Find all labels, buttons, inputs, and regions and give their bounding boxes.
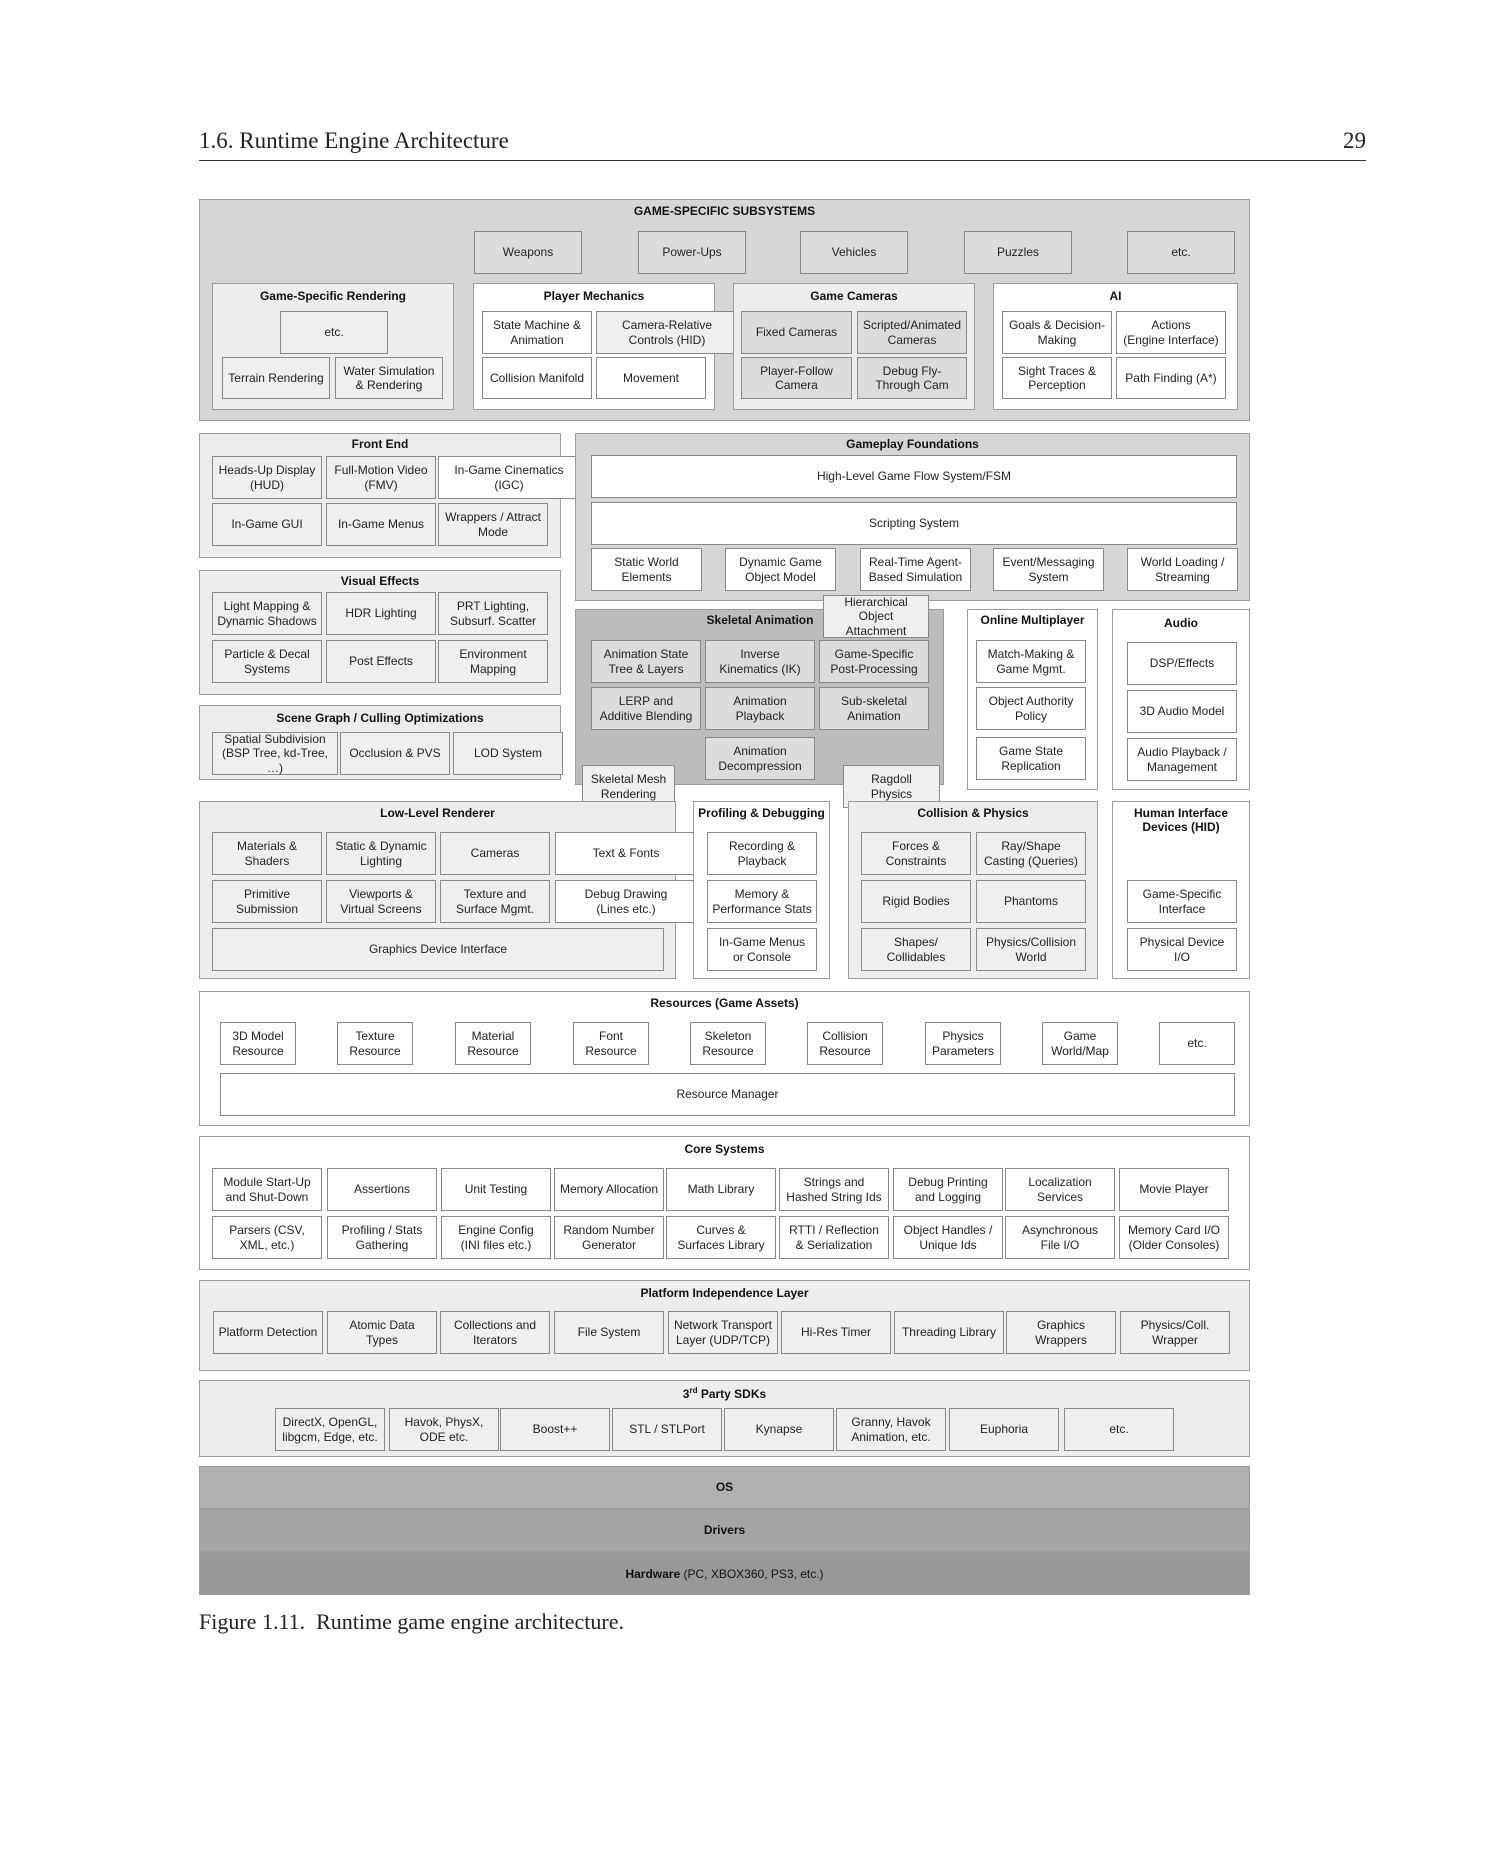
- visual-effects-module: Environment Mapping: [438, 640, 548, 683]
- gs-rendering-module: etc.: [280, 311, 388, 354]
- ai-module: Path Finding (A*): [1116, 357, 1226, 399]
- resources-module: Font Resource: [573, 1022, 649, 1065]
- gameplay-foundations-module: World Loading / Streaming: [1127, 548, 1238, 591]
- gameplay-foundations-module: Real-Time Agent- Based Simulation: [860, 548, 971, 591]
- collision-physics-module: Forces & Constraints: [861, 832, 971, 875]
- gameplay-foundations-module: High-Level Game Flow System/FSM: [591, 455, 1237, 498]
- low-level-renderer-module: Graphics Device Interface: [212, 928, 664, 971]
- skeletal-animation-module: Hierarchical Object Attachment: [823, 595, 929, 638]
- front-end-module: Full-Motion Video (FMV): [326, 456, 436, 499]
- visual-effects-module: Particle & Decal Systems: [212, 640, 322, 683]
- platform-independence-module: Threading Library: [894, 1311, 1004, 1354]
- front-end-module: In-Game Cinematics (IGC): [438, 456, 580, 499]
- collision-physics-module: Shapes/ Collidables: [861, 928, 971, 971]
- ai-title: AI: [1109, 289, 1122, 303]
- audio-module: DSP/Effects: [1127, 642, 1237, 685]
- figure-text: Runtime game engine architecture.: [316, 1609, 624, 1634]
- drivers-title: Drivers: [703, 1523, 746, 1537]
- front-end-title: Front End: [351, 437, 409, 451]
- profiling-title: Profiling & Debugging: [698, 806, 825, 820]
- game-specific-title: GAME-SPECIFIC SUBSYSTEMS: [633, 204, 816, 218]
- online-multiplayer-module: Game State Replication: [976, 737, 1086, 780]
- collision-physics-module: Rigid Bodies: [861, 880, 971, 923]
- core-systems-module: Movie Player: [1119, 1168, 1229, 1211]
- low-level-renderer-module: Viewports & Virtual Screens: [326, 880, 436, 923]
- resources-module: 3D Model Resource: [220, 1022, 296, 1065]
- low-level-renderer-module: Static & Dynamic Lighting: [326, 832, 436, 875]
- gameplay-foundations-title: Gameplay Foundations: [846, 437, 979, 451]
- third-party-module: etc.: [1064, 1408, 1174, 1451]
- collision-physics-module: Physics/Collision World: [976, 928, 1086, 971]
- profiling-module: Recording & Playback: [707, 832, 817, 875]
- hid-title: Human Interface Devices (HID): [1133, 806, 1229, 835]
- platform-independence-module: Graphics Wrappers: [1006, 1311, 1116, 1354]
- third-party-module: Kynapse: [724, 1408, 834, 1451]
- gameplay-foundations-module: Dynamic Game Object Model: [725, 548, 836, 591]
- low-level-renderer-module: Cameras: [440, 832, 550, 875]
- core-systems-module: Engine Config (INI files etc.): [441, 1216, 551, 1259]
- low-level-renderer-title: Low-Level Renderer: [380, 806, 495, 820]
- front-end-module: In-Game Menus: [326, 503, 436, 546]
- core-systems-module: Asynchronous File I/O: [1005, 1216, 1115, 1259]
- core-systems-module: Random Number Generator: [554, 1216, 664, 1259]
- core-systems-module: Profiling / Stats Gathering: [327, 1216, 437, 1259]
- skeletal-animation-module: Ragdoll Physics: [843, 765, 940, 808]
- platform-independence-module: File System: [554, 1311, 664, 1354]
- skeletal-animation-module: Animation State Tree & Layers: [591, 640, 701, 683]
- front-end-module: Heads-Up Display (HUD): [212, 456, 322, 499]
- core-systems-module: Math Library: [666, 1168, 776, 1211]
- third-party-module: Havok, PhysX, ODE etc.: [389, 1408, 499, 1451]
- core-systems-module: Module Start-Up and Shut-Down: [212, 1168, 322, 1211]
- player-mechanics-module: Camera-Relative Controls (HID): [596, 311, 738, 354]
- game-cameras-module: Scripted/Animated Cameras: [857, 311, 967, 354]
- platform-independence-module: Atomic Data Types: [327, 1311, 437, 1354]
- platform-independence-module: Platform Detection: [213, 1311, 323, 1354]
- skeletal-animation-title: Skeletal Animation: [706, 613, 814, 627]
- third-party-module: STL / STLPort: [612, 1408, 722, 1451]
- running-title: 1.6. Runtime Engine Architecture: [199, 128, 509, 153]
- visual-effects-module: Light Mapping & Dynamic Shadows: [212, 592, 322, 635]
- low-level-renderer-module: Text & Fonts: [555, 832, 697, 875]
- os-title: OS: [715, 1480, 734, 1494]
- ai-module: Sight Traces & Perception: [1002, 357, 1112, 399]
- profiling-module: Memory & Performance Stats: [707, 880, 817, 923]
- hardware-subtitle: (PC, XBOX360, PS3, etc.): [680, 1567, 824, 1581]
- skeletal-animation-module: Animation Decompression: [705, 737, 815, 780]
- audio-title: Audio: [1164, 616, 1198, 630]
- hid-module: Game-Specific Interface: [1127, 880, 1237, 923]
- resources-module: etc.: [1159, 1022, 1235, 1065]
- player-mechanics-title: Player Mechanics: [543, 289, 645, 303]
- game-specific-module: etc.: [1127, 231, 1235, 274]
- game-cameras-module: Fixed Cameras: [741, 311, 852, 354]
- game-specific-module: Vehicles: [800, 231, 908, 274]
- online-multiplayer-title: Online Multiplayer: [980, 613, 1085, 627]
- game-cameras-module: Debug Fly- Through Cam: [857, 357, 967, 399]
- core-systems-module: Localization Services: [1005, 1168, 1115, 1211]
- sdk-title-suffix: rd: [689, 1386, 698, 1395]
- ai-module: Actions (Engine Interface): [1116, 311, 1226, 354]
- low-level-renderer-module: Debug Drawing (Lines etc.): [555, 880, 697, 923]
- front-end-module: In-Game GUI: [212, 503, 322, 546]
- gameplay-foundations-module: Scripting System: [591, 502, 1237, 545]
- third-party-module: Granny, Havok Animation, etc.: [836, 1408, 946, 1451]
- visual-effects-module: Post Effects: [326, 640, 436, 683]
- core-systems-module: Assertions: [327, 1168, 437, 1211]
- audio-module: Audio Playback / Management: [1127, 738, 1237, 781]
- game-cameras-title: Game Cameras: [810, 289, 898, 303]
- third-party-module: Euphoria: [949, 1408, 1059, 1451]
- low-level-renderer-module: Primitive Submission: [212, 880, 322, 923]
- profiling-module: In-Game Menus or Console: [707, 928, 817, 971]
- ai-module: Goals & Decision- Making: [1002, 311, 1112, 354]
- sdk-title-text: Party SDKs: [697, 1387, 767, 1401]
- figure-caption: [199, 1609, 624, 1635]
- collision-physics-module: Phantoms: [976, 880, 1086, 923]
- game-specific-module: Weapons: [474, 231, 582, 274]
- visual-effects-title: Visual Effects: [340, 574, 420, 588]
- resources-module: Resource Manager: [220, 1073, 1235, 1116]
- low-level-renderer-module: Materials & Shaders: [212, 832, 322, 875]
- visual-effects-module: HDR Lighting: [326, 592, 436, 635]
- hid-module: Physical Device I/O: [1127, 928, 1237, 971]
- resources-module: Texture Resource: [337, 1022, 413, 1065]
- third-party-module: DirectX, OpenGL, libgcm, Edge, etc.: [275, 1408, 385, 1451]
- collision-physics-module: Ray/Shape Casting (Queries): [976, 832, 1086, 875]
- page-number: 29: [1343, 128, 1366, 153]
- skeletal-animation-module: Game-Specific Post-Processing: [819, 640, 929, 683]
- resources-module: Physics Parameters: [925, 1022, 1001, 1065]
- player-mechanics-module: Movement: [596, 357, 706, 399]
- scene-graph-title: Scene Graph / Culling Optimizations: [276, 711, 484, 725]
- online-multiplayer-module: Object Authority Policy: [976, 687, 1086, 730]
- gameplay-foundations-module: Event/Messaging System: [993, 548, 1104, 591]
- game-cameras-module: Player-Follow Camera: [741, 357, 852, 399]
- gs-rendering-module: Terrain Rendering: [222, 357, 330, 399]
- game-specific-module: Puzzles: [964, 231, 1072, 274]
- scene-graph-module: LOD System: [453, 732, 563, 775]
- collision-physics-title: Collision & Physics: [917, 806, 1029, 820]
- skeletal-animation-module: Animation Playback: [705, 687, 815, 730]
- core-systems-module: Memory Card I/O (Older Consoles): [1119, 1216, 1229, 1259]
- player-mechanics-module: State Machine & Animation: [482, 311, 592, 354]
- scene-graph-module: Spatial Subdivision (BSP Tree, kd-Tree, …): [212, 732, 338, 775]
- audio-module: 3D Audio Model: [1127, 690, 1237, 733]
- core-systems-module: Debug Printing and Logging: [893, 1168, 1003, 1211]
- scene-graph-module: Occlusion & PVS: [340, 732, 450, 775]
- resources-module: Skeleton Resource: [690, 1022, 766, 1065]
- sdk-title-number: 3: [682, 1387, 690, 1401]
- skeletal-animation-module: LERP and Additive Blending: [591, 687, 701, 730]
- platform-independence-title: Platform Independence Layer: [640, 1286, 809, 1300]
- visual-effects-module: PRT Lighting, Subsurf. Scatter: [438, 592, 548, 635]
- resources-module: Game World/Map: [1042, 1022, 1118, 1065]
- core-systems-module: Strings and Hashed String Ids: [779, 1168, 889, 1211]
- skeletal-animation-module: Skeletal Mesh Rendering: [582, 765, 675, 808]
- gs-rendering-module: Water Simulation & Rendering: [335, 357, 443, 399]
- resources-title: Resources (Game Assets): [650, 996, 799, 1010]
- third-party-module: Boost++: [500, 1408, 610, 1451]
- gameplay-foundations-module: Static World Elements: [591, 548, 702, 591]
- resources-module: Collision Resource: [807, 1022, 883, 1065]
- player-mechanics-module: Collision Manifold: [482, 357, 592, 399]
- hardware-title: [199, 1567, 1250, 1581]
- core-systems-module: Curves & Surfaces Library: [666, 1216, 776, 1259]
- platform-independence-module: Physics/Coll. Wrapper: [1120, 1311, 1230, 1354]
- game-specific-module: Power-Ups: [638, 231, 746, 274]
- core-systems-module: RTTI / Reflection & Serialization: [779, 1216, 889, 1259]
- platform-independence-module: Network Transport Layer (UDP/TCP): [668, 1311, 778, 1354]
- core-systems-module: Parsers (CSV, XML, etc.): [212, 1216, 322, 1259]
- core-systems-module: Memory Allocation: [554, 1168, 664, 1211]
- skeletal-animation-module: Sub-skeletal Animation: [819, 687, 929, 730]
- third-party-title: [199, 1386, 1250, 1401]
- platform-independence-module: Hi-Res Timer: [781, 1311, 891, 1354]
- online-multiplayer-module: Match-Making & Game Mgmt.: [976, 640, 1086, 683]
- skeletal-animation-module: Inverse Kinematics (IK): [705, 640, 815, 683]
- resources-module: Material Resource: [455, 1022, 531, 1065]
- figure-label: Figure 1.11.: [199, 1609, 306, 1634]
- platform-independence-module: Collections and Iterators: [440, 1311, 550, 1354]
- gs-rendering-title: Game-Specific Rendering: [259, 289, 407, 303]
- core-systems-module: Unit Testing: [441, 1168, 551, 1211]
- core-systems-module: Object Handles / Unique Ids: [893, 1216, 1003, 1259]
- front-end-module: Wrappers / Attract Mode: [438, 503, 548, 546]
- low-level-renderer-module: Texture and Surface Mgmt.: [440, 880, 550, 923]
- core-systems-title: Core Systems: [684, 1142, 765, 1156]
- hardware-title-text: Hardware: [625, 1567, 681, 1581]
